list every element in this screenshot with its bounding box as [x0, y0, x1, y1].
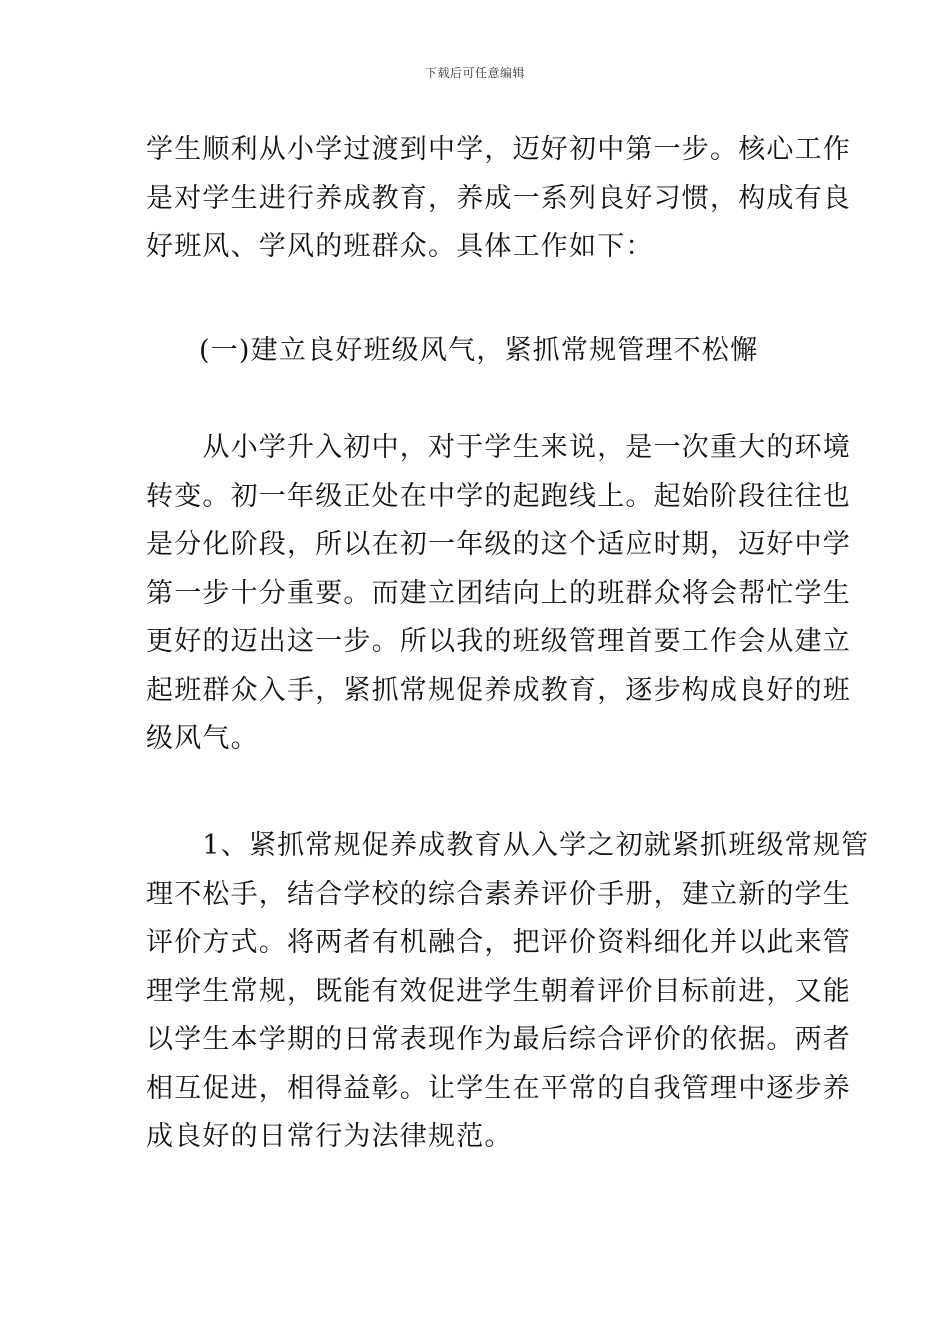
text-line: 是分化阶段，所以在初一年级的这个适应时期，迈好中学: [146, 529, 851, 560]
text-line: 更好的迈出这一步。所以我的班级管理首要工作会从建立: [146, 626, 851, 657]
paragraph-transition: [146, 424, 851, 764]
text-line: 评价方式。将两者有机融合，把评价资料细化并以此来管: [146, 927, 851, 958]
text-line: 成良好的日常行为法律规范。: [146, 1121, 513, 1152]
text-line: 转变。初一年级正处在中学的起跑线上。起始阶段往往也: [146, 480, 851, 512]
text-line: 相互促进，相得益彰。让学生在平常的自我管理中逐步养: [146, 1072, 851, 1104]
text-line: 学生顺利从小学过渡到中学，迈好初中第一步。核心工作: [146, 134, 851, 165]
text-line: 理不松手，结合学校的综合素养评价手册，建立新的学生: [146, 878, 851, 910]
paragraph-routine: [146, 822, 870, 1162]
paragraph-intro: [146, 126, 851, 272]
section-heading: [199, 327, 861, 376]
text-line: 起班群众入手，紧抓常规促养成教育，逐步构成良好的班: [146, 674, 851, 706]
text-line: 从小学升入初中，对于学生来说，是一次重大的环境: [146, 432, 851, 463]
text-line: 是对学生进行养成教育，养成一系列良好习惯，构成有良: [146, 182, 851, 214]
text-line: 1、紧抓常规促养成教育从入学之初就紧抓班级常规管: [146, 830, 870, 861]
heading-line: (一)建立良好班级风气，紧抓常规管理不松懈: [199, 335, 759, 366]
text-line: 好班风、学风的班群众。具体工作如下：: [146, 231, 654, 262]
page-header: 下载后可任意编辑: [424, 66, 525, 80]
text-line: 级风气。: [146, 723, 259, 754]
text-line: 第一步十分重要。而建立团结向上的班群众将会帮忙学生: [146, 577, 851, 609]
text-line: 理学生常规，既能有效促进学生朝着评价目标前进，又能: [146, 975, 851, 1007]
text-line: 以学生本学期的日常表现作为最后综合评价的依据。两者: [146, 1024, 851, 1055]
